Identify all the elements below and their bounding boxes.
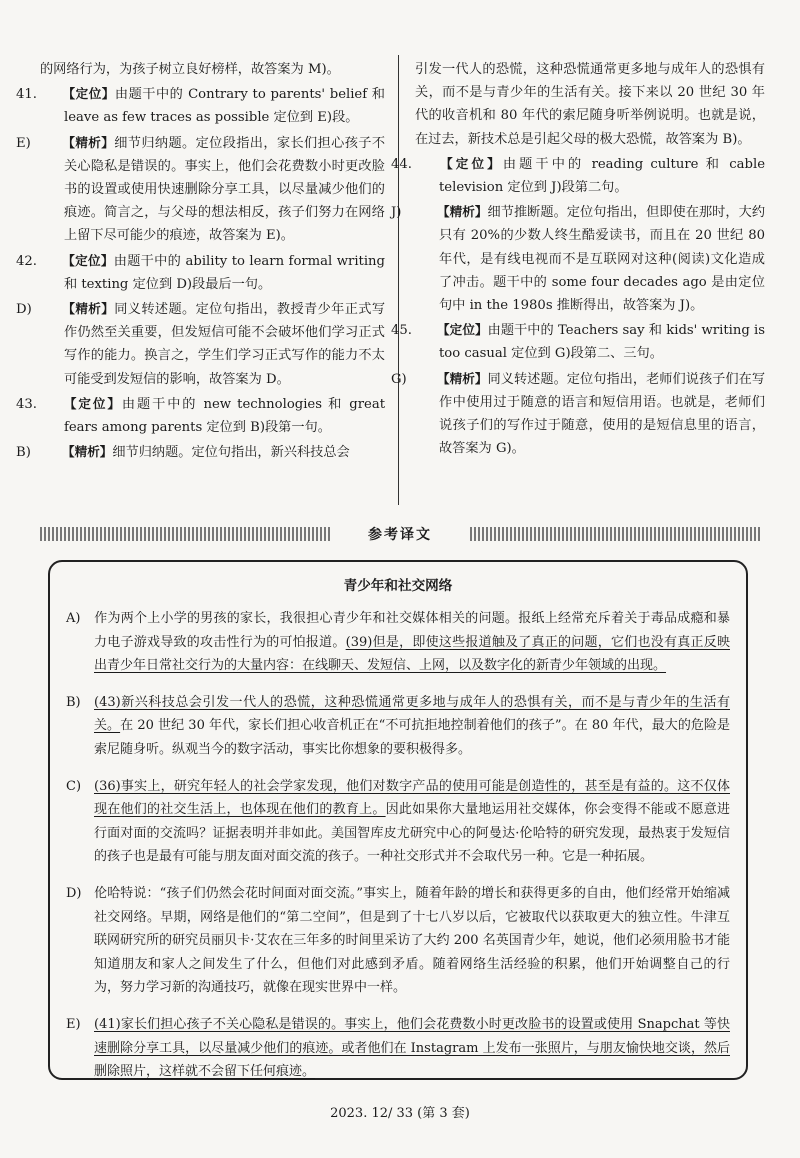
banner-stripe-right — [470, 527, 760, 541]
left-item-4: D) 【精析】同义转述题。定位句指出，教授青少年正式写作仍然至关重要，但发短信可能不会破坏他们学习正式写作的能力。换言之，学生们学习正式写作的能力不太可能受到发短信的影响，故答案为 D。 — [16, 301, 386, 387]
right-item-0: 引发一代人的恐慌，这种恐慌通常更多地与成年人的恐惧有关，而不是与青少年的生活有关。接下来以 20 世纪 30 年代的收音机和 80 年代的索尼随身听举例说明。也就是说，在过去，新技术总是引起父母的极大恐慌，故答案为 B)。 — [415, 62, 765, 147]
translation-title: 青少年和社交网络 — [343, 578, 453, 594]
page-footer: 2023. 12/ 33 (第 3 套) — [330, 1106, 470, 1121]
left-item-0-text: 的网络行为，为孩子树立良好榜样，故答案为 M)。 — [40, 62, 340, 77]
right-item-3: 45. 【定位】由题干中的 Teachers say 和 kids' writing is too casual 定位到 G)段第二、三句。 — [391, 322, 766, 362]
paragraph-d: D) 伦哈特说：“孩子们仍然会花时间面对面交流。”事实上，随着年龄的增长和获得更多的自由，他们经常开始缩减社交网络。早期，网络是他们的“第二空间”，但是到了十七八岁以后，它被取代以获取更大的独立性。牛津互联网研究所的研究员丽贝卡·艾农在三年多的时间里采访了大约 200 名英国青少年，她说，他们必须用脸书才能知道朋友和家人之间发生了什么，但他们对此感到矛盾。随着网络生活经验的积累，他们开始调整自己的行为，努力学习新的沟通技巧，就像在现实世界中一样。 — [66, 885, 730, 996]
banner-title: 参考译文 — [368, 527, 432, 543]
column-divider — [398, 55, 399, 505]
right-item-1: 44. 【定位】由题干中的 reading culture 和 cable television 定位到 J)段第二句。 — [391, 155, 765, 196]
left-item-2: E) 【精析】细节归纳题。定位段指出，家长们担心孩子不关心隐私是错误的。事实上，他们会花费数小时更改脸书的设置或使用快速删除分享工具，以尽量减少他们的痕迹。简言之，与父母的想法相反，孩子们努力在网络上留下尽可能少的痕迹，故答案为 E)。 — [16, 134, 386, 244]
left-item-1: 41. 【定位】由题干中的 Contrary to parents' belief 和 leave as few traces as possible 定位到 E)段。 — [16, 86, 385, 126]
paragraph-a: A) 作为两个上小学的男孩的家长，我很担心青少年和社交媒体相关的问题。报纸上经常充斥着关于毒品成瘾和暴力电子游戏导致的攻击性行为的可怕报道。(39)但是，即使这些报道触及了真正的问题，它们也没有真正反映出青少年日常社交行为的大量内容：在线聊天、发短信、上网，以及数字化的新青少年领域的出现。 — [66, 611, 730, 674]
left-item-5: 43. 【定位】由题干中的 new technologies 和 great fears among parents 定位到 B)段第一句。 — [16, 395, 385, 436]
banner-stripe-left — [40, 527, 330, 541]
right-column — [391, 58, 766, 461]
translation-box — [48, 560, 748, 1080]
left-item-6: B) 【精析】细节归纳题。定位句指出，新兴科技总会 — [16, 444, 350, 461]
paragraph-e: E) (41)家长们担心孩子不关心隐私是错误的。事实上，他们会花费数小时更改脸书的设置或使用 Snapchat 等快速删除分享工具，以尽量减少他们的痕迹。或者他们在 Instagram 上发布一张照片，与朋友愉快地交谈，然后删除照片，这样就不会留下任何痕迹。 — [66, 1016, 730, 1080]
paragraph-b: B) (43)新兴科技总会引发一代人的恐慌，这种恐慌通常更多地与成年人的恐惧有关，而不是与青少年的生活有关。在 20 世纪 30 年代，家长们担心收音机正在“不可抗拒地控制着他们的孩子”。在 80 年代，最大的危险是索尼随身听。纵观当今的数字活动，事实比你想象的要积极得多。 — [66, 694, 730, 757]
left-column — [16, 58, 386, 465]
left-item-0 — [40, 58, 385, 81]
left-item-3: 42. 【定位】由题干中的 ability to learn formal writing 和 texting 定位到 D)段最后一句。 — [16, 252, 385, 292]
right-item-4: G) 【精析】同义转述题。定位句指出，老师们说孩子们在写作中使用过于随意的语言和短信用语。也就是，老师们说孩子们的写作过于随意，使用的是短信息里的语言，故答案为 G)。 — [391, 370, 766, 457]
paragraph-c: C) (36)事实上，研究年轻人的社会学家发现，他们对数字产品的使用可能是创造性的，甚至是有益的。这不仅体现在他们的社交生活上，也体现在他们的教育上。因此如果你大量地运用社交媒体，你会变得不能或不愿意进行面对面的交流吗？证据表明并非如此。美国智库皮尤研究中心的阿曼达·伦哈特的研究发现，最热衷于发短信的孩子也是最有可能与朋友面对面交流的孩子。一种社交形式并不会取代另一种。它是一种拓展。 — [66, 778, 730, 865]
section-banner — [40, 524, 760, 544]
right-item-2: J) 【精析】细节推断题。定位句指出，但即使在那时，大约只有 20%的少数人终生酷爱读书，而且在 20 世纪 80 年代，是有线电视而不是互联网对这种(阅读)文化造成了冲击。题干中的 some four decades ago 是由定位句中 in the 1980s 推断得出，故答案为 J)。 — [391, 204, 766, 314]
